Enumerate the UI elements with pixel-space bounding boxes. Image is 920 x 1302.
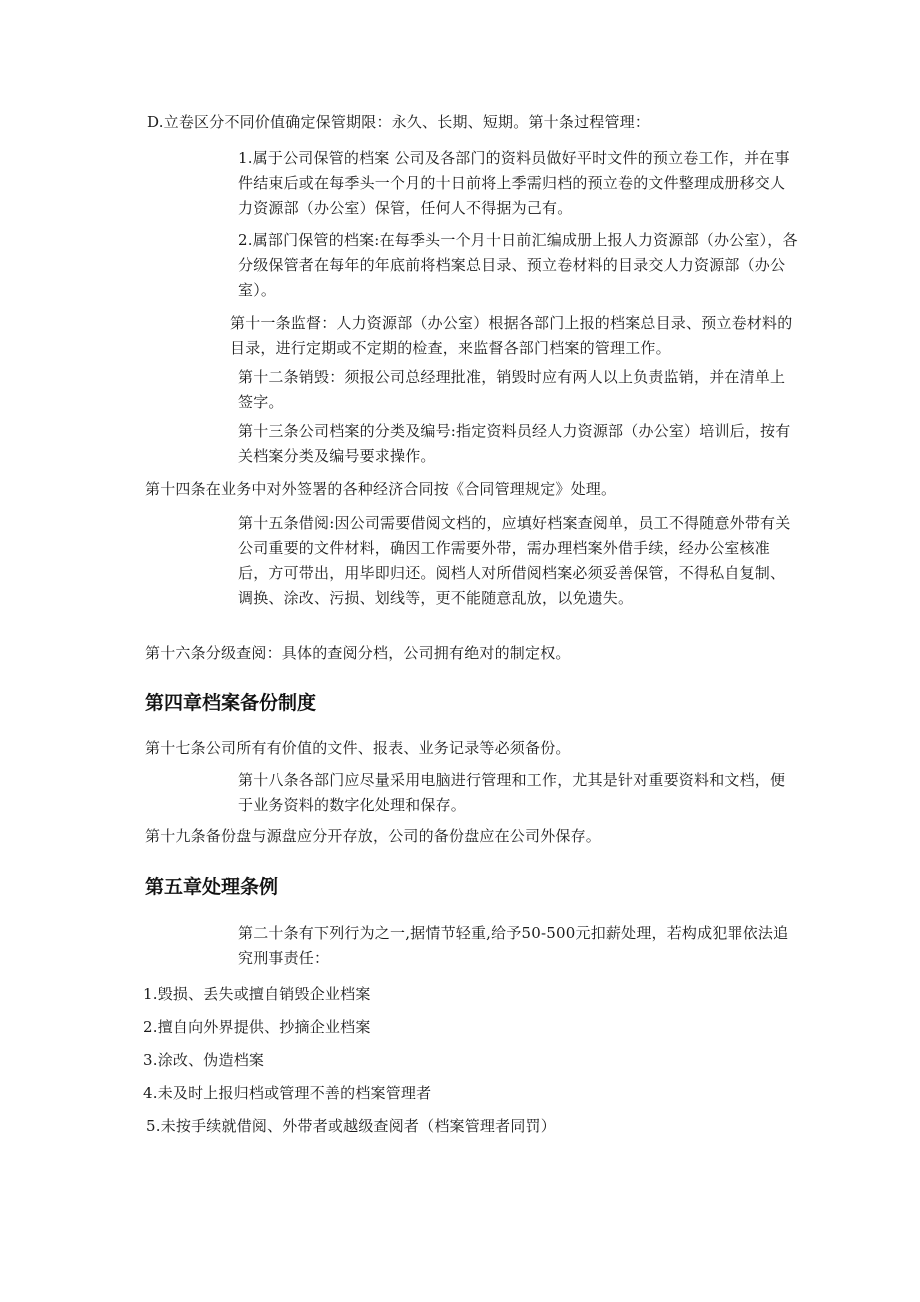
- list-item-4: 4.未及时上报归档或管理不善的档案管理者: [143, 1084, 432, 1102]
- list-item-2: 2.擅自向外界提供、抄摘企业档案: [143, 1018, 371, 1036]
- paragraph-article-20: 第二十条有下列行为之一,据情节轻重,给予50-500元扣薪处理，若构成犯罪依法追究刑事责任：: [238, 924, 789, 967]
- chapter-5-heading: 第五章处理条例: [145, 876, 279, 898]
- paragraph-article-14: 第十四条在业务中对外签署的各种经济合同按《合同管理规定》处理。: [145, 480, 617, 498]
- paragraph-article-12: 第十二条销毁：须报公司总经理批准，销毁时应有两人以上负责监销，并在清单上签字。: [238, 368, 786, 411]
- paragraph-article-19: 第十九条备份盘与源盘应分开存放，公司的备份盘应在公司外保存。: [145, 827, 602, 845]
- paragraph-article-18: 第十八条各部门应尽量采用电脑进行管理和工作，尤其是针对重要资料和文档，便于业务资料的数字化处理和保存。: [238, 771, 786, 814]
- paragraph-article-13: 第十三条公司档案的分类及编号:指定资料员经人力资源部（办公室）培训后，按有关档案分类及编号要求操作。: [238, 422, 791, 465]
- paragraph-article-16: 第十六条分级查阅：具体的查阅分档，公司拥有绝对的制定权。: [145, 644, 571, 662]
- list-item-5: 5.未按手续就借阅、外带者或越级查阅者（档案管理者同罚）: [146, 1117, 556, 1135]
- list-item-3: 3.涂改、伪造档案: [143, 1051, 265, 1069]
- paragraph-department-archives: 2.属部门保管的档案:在每季头一个月十日前汇编成册上报人力资源部（办公室），各分级保管者在每年的年底前将档案总目录、预立卷材料的目录交人力资源部（办公室）。: [238, 231, 798, 299]
- paragraph-article-17: 第十七条公司所有有价值的文件、报表、业务记录等必须备份。: [145, 739, 571, 757]
- paragraph-retention-period: D.立卷区分不同价值确定保管期限：永久、长期、短期。第十条过程管理：: [147, 113, 651, 131]
- paragraph-company-archives: 1.属于公司保管的档案 公司及各部门的资料员做好平时文件的预立卷工作，并在事件结束后或在每季头一个月的十日前将上季需归档的预立卷的文件整理成册移交人力资源部（办公室）保管，任何人不得据为己有。: [238, 149, 790, 217]
- paragraph-article-11: 第十一条监督：人力资源部（办公室）根据各部门上报的档案总目录、预立卷材料的目录，进行定期或不定期的检查，来监督各部门档案的管理工作。: [230, 314, 793, 357]
- paragraph-article-15: 第十五条借阅:因公司需要借阅文档的，应填好档案查阅单，员工不得随意外带有关公司重要的文件材料，确因工作需要外带，需办理档案外借手续，经办公室核准后，方可带出，用毕即归还。阅档人对所借阅档案必须妥善保管，不得私自复制、调换、涂改、污损、划线等，更不能随意乱放，以免遗失。: [238, 514, 791, 607]
- list-item-1: 1.毁损、丢失或擅自销毁企业档案: [143, 985, 371, 1003]
- chapter-4-heading: 第四章档案备份制度: [145, 692, 317, 714]
